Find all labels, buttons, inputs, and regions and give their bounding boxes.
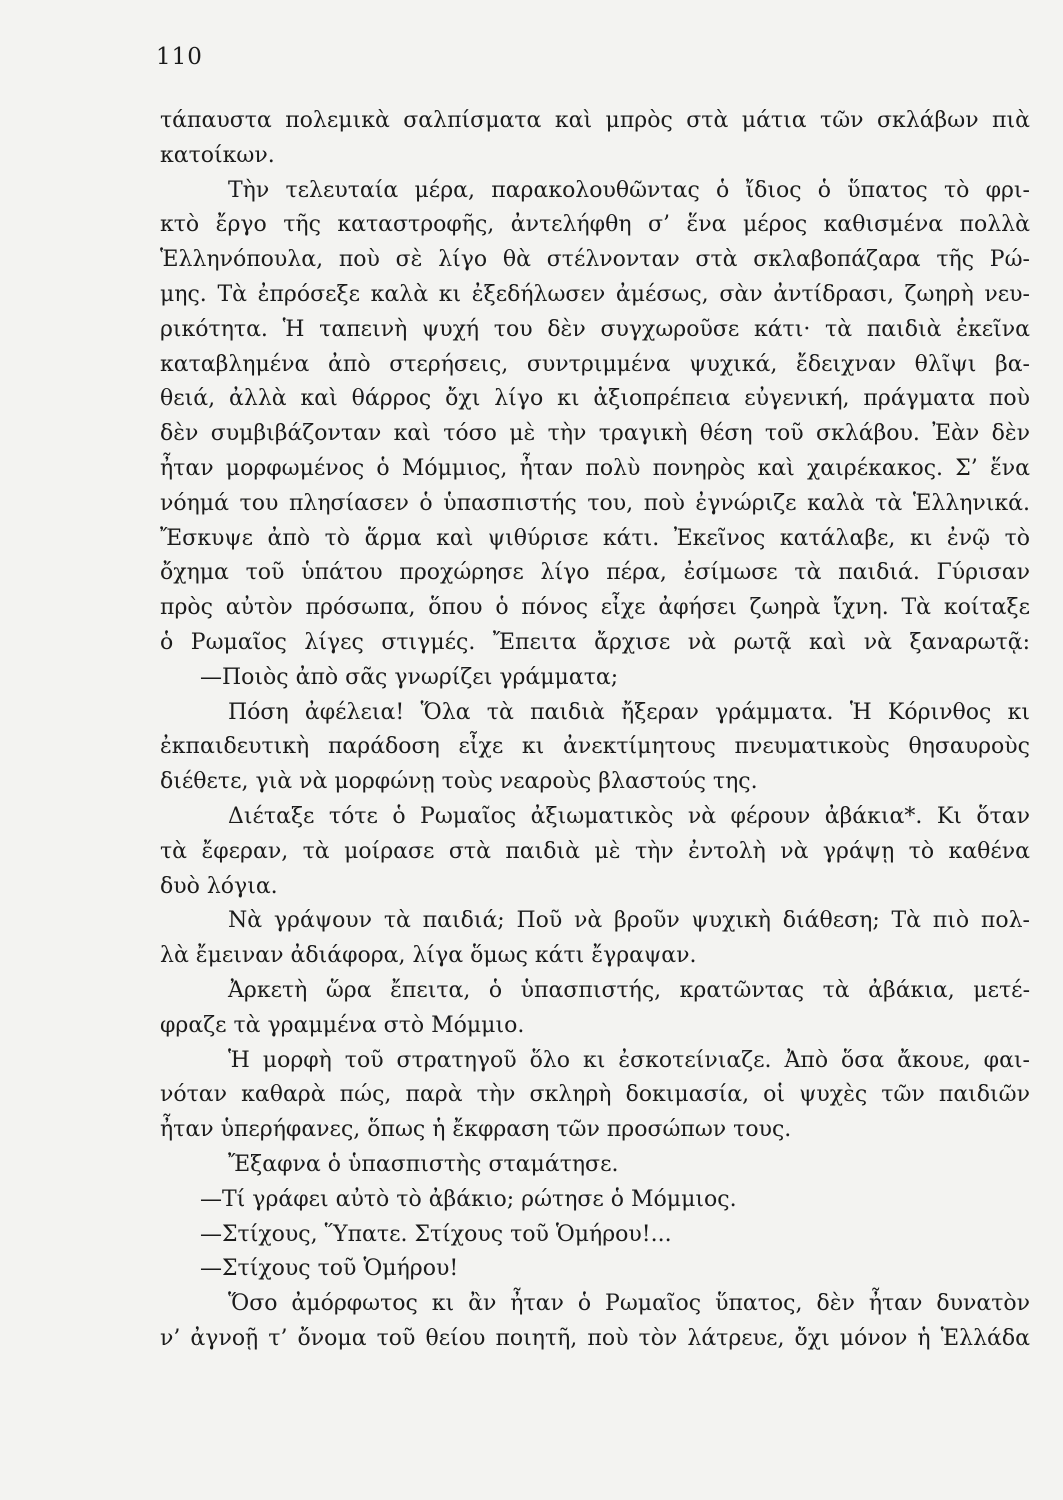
text-line: νόταν καθαρὰ πώς, παρὰ τὴν σκληρὴ δοκιμασία, οἱ ψυχὲς τῶν παιδιῶν bbox=[160, 1082, 1030, 1108]
text-line: ὁ Ρωμαῖος λίγες στιγμές. Ἔπειτα ἄρχισε νὰ ρωτᾷ καὶ νὰ ξαναρωτᾷ: bbox=[160, 629, 1030, 655]
text-line: Διέταξε τότε ὁ Ρωμαῖος ἀξιωματικὸς νὰ φέρουν ἀβάκια*. Κι ὅταν bbox=[228, 803, 1030, 829]
page-number: 110 bbox=[156, 44, 203, 70]
text-line: Ἔσκυψε ἀπὸ τὸ ἅρμα καὶ ψιθύρισε κάτι. Ἐκεῖνος κατάλαβε, κι ἐνῷ τὸ bbox=[160, 525, 1030, 551]
text-line: Ἀρκετὴ ὥρα ἔπειτα, ὁ ὑπασπιστής, κρατῶντας τὰ ἀβάκια, μετέ- bbox=[228, 977, 1030, 1003]
text-line: δυὸ λόγια. bbox=[160, 873, 278, 899]
text-line: πρὸς αὐτὸν πρόσωπα, ὅπου ὁ πόνος εἶχε ἀφήσει ζωηρὰ ἴχνη. Τὰ κοίταξε bbox=[160, 595, 1030, 621]
text-line: Πόση ἀφέλεια! Ὅλα τὰ παιδιὰ ἤξεραν γράμματα. Ἡ Κόρινθος κι bbox=[228, 699, 1030, 725]
text-line: ἐκπαιδευτικὴ παράδοση εἶχε κι ἀνεκτίμητους πνευματικοὺς θησαυροὺς bbox=[160, 734, 1030, 760]
text-line: ν’ ἀγνοῇ τ’ ὄνομα τοῦ θείου ποιητῆ, ποὺ τὸν λάτρευε, ὄχι μόνον ἡ Ἑλλάδα bbox=[160, 1325, 1030, 1351]
text-line: Τὴν τελευταία μέρα, παρακολουθῶντας ὁ ἴδιος ὁ ὕπατος τὸ φρι- bbox=[228, 177, 1030, 203]
text-line: Ἔξαφνα ὁ ὑπασπιστὴς σταμάτησε. bbox=[228, 1151, 619, 1177]
text-line: καταβλημένα ἀπὸ στερήσεις, συντριμμένα ψυχικά, ἔδειχναν θλῖψι βα- bbox=[160, 351, 1030, 377]
text-line: —Στίχους, Ὕπατε. Στίχους τοῦ Ὁμήρου!... bbox=[200, 1221, 672, 1247]
text-line: —Στίχους τοῦ Ὁμήρου! bbox=[200, 1256, 459, 1282]
text-line: ὄχημα τοῦ ὑπάτου προχώρησε λίγο πέρα, ἐσίμωσε τὰ παιδιά. Γύρισαν bbox=[160, 560, 1030, 586]
text-line: ἦταν μορφωμένος ὁ Μόμμιος, ἦταν πολὺ πονηρὸς καὶ χαιρέκακος. Σ’ ἕνα bbox=[160, 455, 1030, 481]
text-line: λὰ ἔμειναν ἀδιάφορα, λίγα ὅμως κάτι ἔγραψαν. bbox=[160, 943, 697, 969]
text-line: θειά, ἀλλὰ καὶ θάρρος ὄχι λίγο κι ἀξιοπρέπεια εὐγενική, πράγματα ποὺ bbox=[160, 386, 1030, 412]
text-line: δὲν συμβιβάζονταν καὶ τόσο μὲ τὴν τραγικὴ θέση τοῦ σκλάβου. Ἐὰν δὲν bbox=[160, 421, 1030, 447]
text-line: Ἑλληνόπουλα, ποὺ σὲ λίγο θὰ στέλνονταν στὰ σκλαβοπάζαρα τῆς Ρώ- bbox=[160, 247, 1030, 273]
text-line: φραζε τὰ γραμμένα στὸ Μόμμιο. bbox=[160, 1012, 525, 1038]
text-line: —Τί γράφει αὐτὸ τὸ ἀβάκιο; ρώτησε ὁ Μόμμιος. bbox=[200, 1186, 737, 1212]
text-line: ἦταν ὑπερήφανες, ὅπως ἡ ἔκφραση τῶν προσώπων τους. bbox=[160, 1117, 792, 1143]
text-line: ρικότητα. Ἡ ταπεινὴ ψυχή του δὲν συγχωροῦσε κάτι· τὰ παιδιὰ ἐκεῖνα bbox=[160, 316, 1030, 342]
text-line: νόημά του πλησίασεν ὁ ὑπασπιστής του, ποὺ ἐγνώριζε καλὰ τὰ Ἑλληνικά. bbox=[160, 490, 1030, 516]
body-text bbox=[160, 104, 1030, 1357]
text-line: Νὰ γράψουν τὰ παιδιά; Ποῦ νὰ βροῦν ψυχικὴ διάθεση; Τὰ πιὸ πολ- bbox=[228, 908, 1030, 934]
text-line: Ἡ μορφὴ τοῦ στρατηγοῦ ὅλο κι ἐσκοτείνιαζε. Ἀπὸ ὅσα ἄκουε, φαι- bbox=[228, 1047, 1030, 1073]
text-line: Ὅσο ἀμόρφωτος κι ἂν ἦταν ὁ Ρωμαῖος ὕπατος, δὲν ἦταν δυνατὸν bbox=[228, 1291, 1030, 1317]
text-line: —Ποιὸς ἀπὸ σᾶς γνωρίζει γράμματα; bbox=[200, 664, 619, 690]
text-line: διέθετε, γιὰ νὰ μορφώνῃ τοὺς νεαροὺς βλαστούς της. bbox=[160, 769, 758, 795]
text-line: μης. Τὰ ἐπρόσεξε καλὰ κι ἐξεδήλωσεν ἀμέσως, σὰν ἀντίδρασι, ζωηρὴ νευ- bbox=[160, 281, 1030, 307]
text-line: τάπαυστα πολεμικὰ σαλπίσματα καὶ μπρὸς στὰ μάτια τῶν σκλάβων πιὰ bbox=[160, 108, 1030, 133]
text-line: τὰ ἔφεραν, τὰ μοίρασε στὰ παιδιὰ μὲ τὴν ἐντολὴ νὰ γράψῃ τὸ καθένα bbox=[160, 838, 1030, 864]
text-line: κατοίκων. bbox=[160, 142, 275, 168]
text-line: κτὸ ἔργο τῆς καταστροφῆς, ἀντελήφθη σ’ ἕνα μέρος καθισμένα πολλὰ bbox=[160, 212, 1030, 238]
